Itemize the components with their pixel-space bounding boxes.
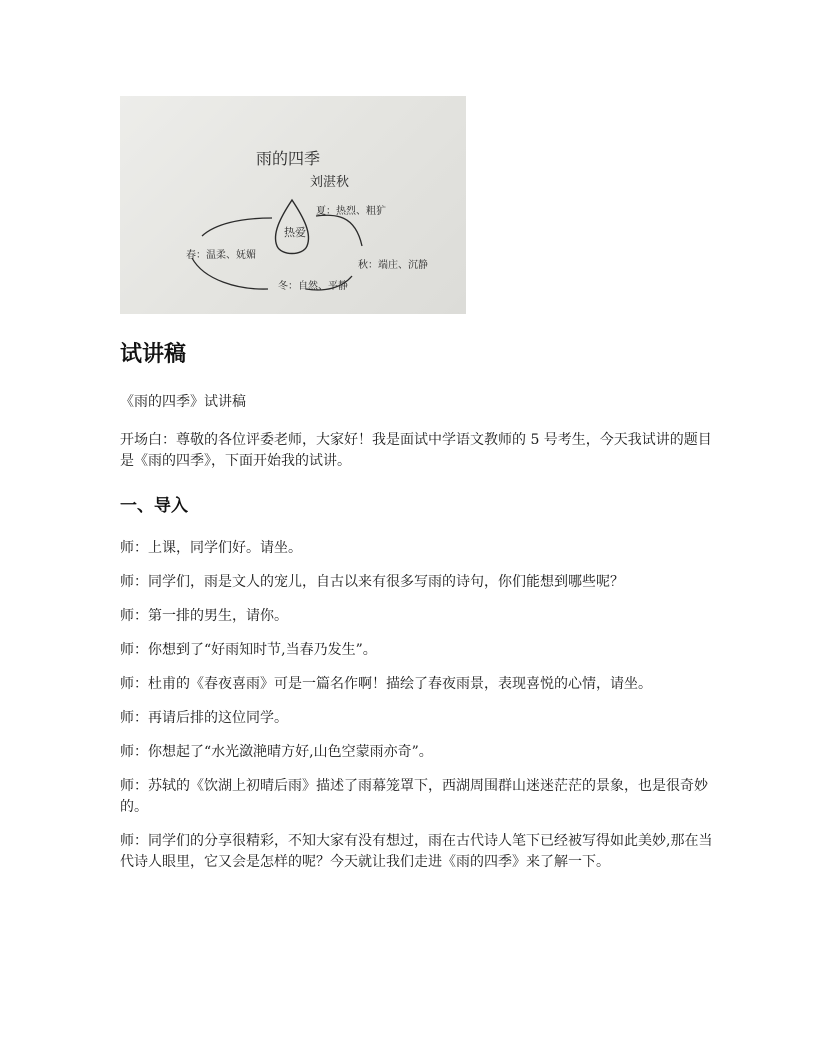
dialogue-line: 师：上课，同学们好。请坐。 [120,540,302,556]
mind-map-photo [120,96,466,314]
arc-winter-spring [192,258,268,289]
document-title: 试讲稿 [120,342,187,367]
mind-map-sketch [120,96,466,314]
dialogue-line: 师：苏轼的《饮湖上初晴后雨》描述了雨幕笼罩下，西湖周围群山迷迷茫茫的景象，也是很奇妙的。 [120,778,708,815]
dialogue-line: 师：杜甫的《春夜喜雨》可是一篇名作啊！描绘了春夜雨景，表现喜悦的心情，请坐。 [120,676,652,692]
dialogue-list [120,538,720,873]
opening-remarks: 开场白：尊敬的各位评委老师，大家好！我是面试中学语文教师的 5 号考生，今天我试讲的题目是《雨的四季》，下面开始我的试讲。 [120,432,712,469]
dialogue-line: 师：再请后排的这位同学。 [120,710,288,726]
raindrop-label: 热爱 [284,226,306,239]
document-page [120,96,720,873]
sketch-title: 雨的四季 [256,149,321,168]
section-heading-intro: 一、导入 [120,496,188,516]
dialogue-line: 师：你想起了“水光潋滟晴方好,山色空蒙雨亦奇”。 [120,744,433,760]
arc-summer-autumn [316,215,362,246]
document-subtitle: 《雨的四季》试讲稿 [120,394,246,410]
autumn-label: 秋：端庄、沉静 [358,260,428,271]
spring-label: 春：温柔、妩媚 [186,250,256,261]
arc-spring-summer [202,218,272,236]
dialogue-line: 师：同学们，雨是文人的宠儿，自古以来有很多写雨的诗句，你们能想到哪些呢？ [120,574,624,590]
winter-label: 冬：自然、平静 [278,281,348,292]
dialogue-line: 师：第一排的男生，请你。 [120,608,288,624]
summer-label: 夏：热烈、粗犷 [316,206,386,217]
dialogue-line: 师：同学们的分享很精彩，不知大家有没有想过，雨在古代诗人笔下已经被写得如此美妙,那在当代诗人眼里，它又会是怎样的呢？今天就让我们走进《雨的四季》来了解一下。 [120,833,713,870]
dialogue-line: 师：你想到了“好雨知时节,当春乃发生”。 [120,642,377,658]
sketch-author: 刘湛秋 [310,175,350,190]
